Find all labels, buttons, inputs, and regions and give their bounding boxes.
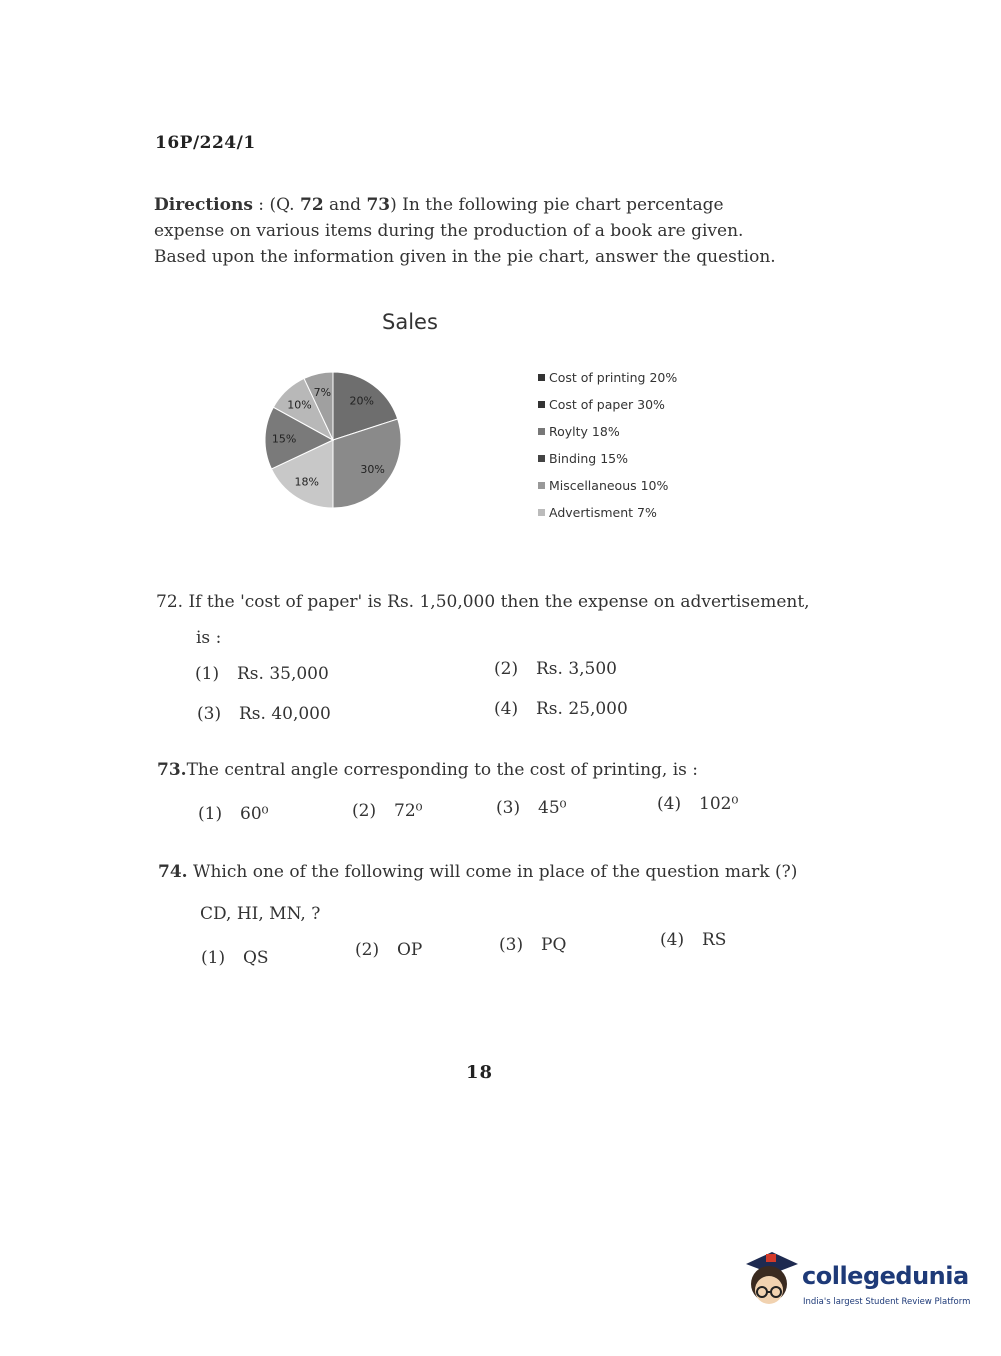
question-text: If the 'cost of paper' is Rs. 1,50,000 then the expense on advertisement, [188, 592, 810, 612]
question-number: 74. [158, 862, 188, 882]
question-text: The central angle corresponding to the cost of printing, is : [186, 760, 699, 780]
pie-slice-label: 18% [294, 475, 319, 489]
option[interactable]: (4) 102⁰ [657, 794, 739, 814]
question-74-series: CD, HI, MN, ? [200, 904, 321, 924]
pie-slice-label: 15% [271, 432, 297, 446]
question-74 [158, 862, 797, 882]
legend-item: Binding 15% [538, 445, 677, 472]
logo-wordmark: collegedunia [802, 1262, 969, 1290]
legend-item: Cost of paper 30% [538, 391, 677, 418]
legend-swatch [538, 374, 545, 381]
legend-item: Advertisment 7% [538, 499, 677, 526]
chart-title: Sales [382, 310, 438, 334]
pie-slice-label: 10% [287, 398, 312, 412]
question-72 [156, 592, 810, 612]
option[interactable]: (1) 60⁰ [198, 804, 269, 824]
option[interactable]: (2) 72⁰ [352, 801, 423, 821]
paper-code: 16P/224/1 [155, 133, 256, 153]
option[interactable]: (4) Rs. 25,000 [494, 699, 628, 719]
question-text: Which one of the following will come in place of the question mark (?) [192, 862, 798, 882]
question-72-cont: is : [196, 628, 222, 648]
pie-slice-label: 30% [360, 462, 385, 476]
option[interactable]: (4) RS [660, 930, 727, 950]
legend-item: Miscellaneous 10% [538, 472, 677, 499]
legend-swatch [538, 455, 545, 462]
legend-swatch [538, 482, 545, 489]
option[interactable]: (3) 45⁰ [496, 798, 567, 818]
option[interactable]: (3) PQ [499, 935, 567, 955]
legend-swatch [538, 401, 545, 408]
legend-swatch [538, 428, 545, 435]
option[interactable]: (2) OP [355, 940, 423, 960]
option[interactable]: (1) Rs. 35,000 [195, 664, 329, 684]
logo-tagline: India's largest Student Review Platform [803, 1297, 971, 1307]
question-number: 73. [157, 760, 187, 780]
pie-slice-label: 7% [313, 386, 332, 400]
question-number: 72. [156, 592, 184, 612]
option[interactable]: (3) Rs. 40,000 [197, 704, 331, 724]
directions-label: Directions [154, 195, 253, 215]
chart-legend [538, 364, 677, 526]
option[interactable]: (2) Rs. 3,500 [494, 659, 617, 679]
directions-text: Directions : (Q. 72 and 73) In the following pie chart percentage expense on various items during the production of a book are given. Based upon the information given in the pie chart, answer the question. [154, 195, 776, 267]
pie-chart [262, 368, 404, 513]
page-number: 18 [466, 1062, 494, 1083]
option[interactable]: (1) QS [201, 948, 269, 968]
mascot-icon [742, 1250, 802, 1316]
legend-item: Roylty 18% [538, 418, 677, 445]
legend-item: Cost of printing 20% [538, 364, 677, 391]
pie-slice-label: 20% [349, 394, 375, 408]
question-73 [157, 760, 698, 780]
legend-swatch [538, 509, 545, 516]
